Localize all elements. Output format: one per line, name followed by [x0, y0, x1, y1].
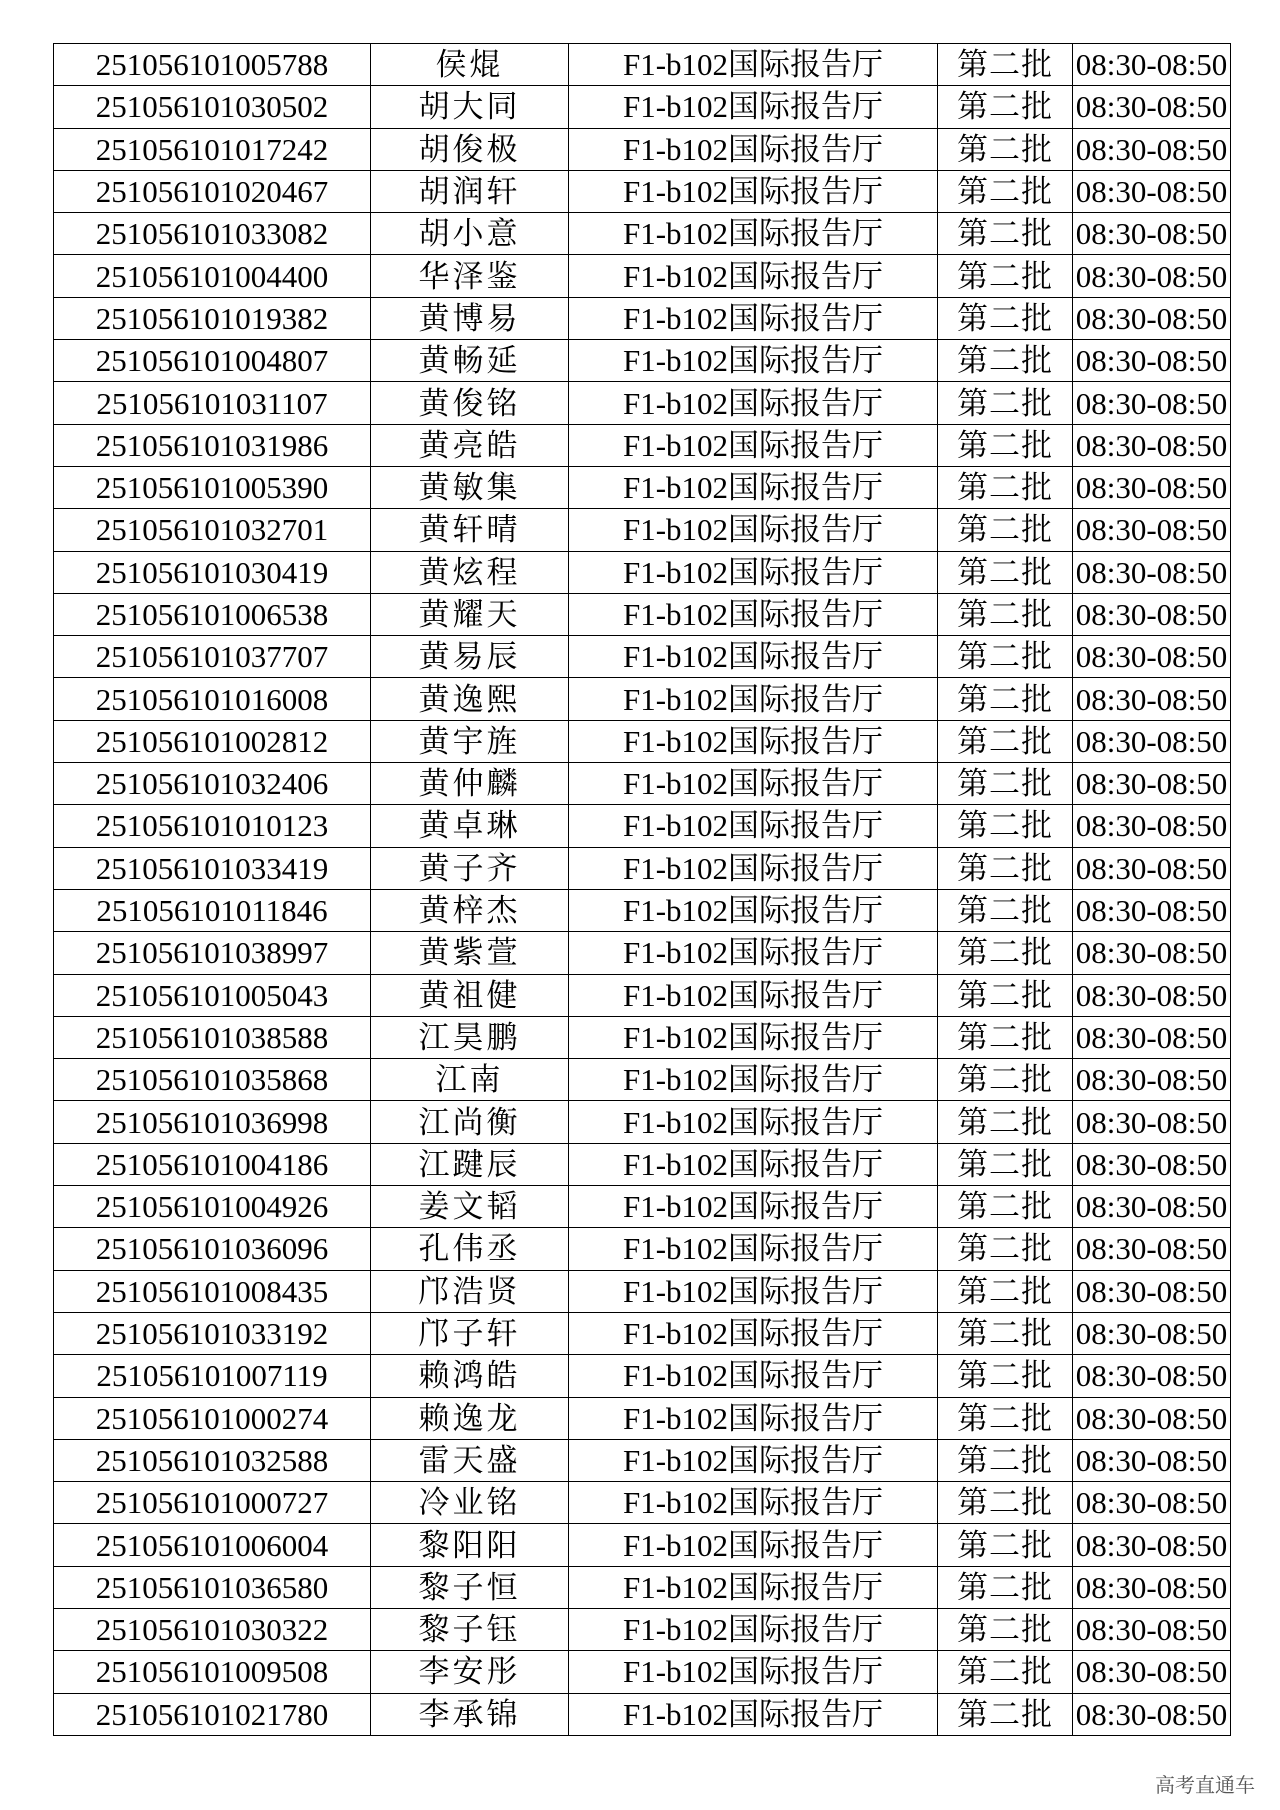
table-row	[54, 636, 1231, 678]
time-slot-cell: 08:30-08:50	[1073, 466, 1231, 508]
student-name-cell: 雷天盛	[371, 1439, 569, 1481]
exam-id-cell: 251056101036998	[54, 1101, 371, 1143]
exam-id-cell: 251056101005390	[54, 466, 371, 508]
exam-room-cell: F1-b102国际报告厅	[569, 213, 938, 255]
batch-cell: 第二批	[938, 170, 1073, 212]
exam-room-cell: F1-b102国际报告厅	[569, 1143, 938, 1185]
student-name-cell: 黄易辰	[371, 636, 569, 678]
student-name-cell: 黄逸熙	[371, 678, 569, 720]
time-slot-cell: 08:30-08:50	[1073, 636, 1231, 678]
batch-cell: 第二批	[938, 86, 1073, 128]
student-name-cell: 黎子恒	[371, 1566, 569, 1608]
exam-id-cell: 251056101007119	[54, 1355, 371, 1397]
time-slot-cell: 08:30-08:50	[1073, 1186, 1231, 1228]
exam-room-cell: F1-b102国际报告厅	[569, 1439, 938, 1481]
table-row	[54, 1355, 1231, 1397]
batch-cell: 第二批	[938, 763, 1073, 805]
batch-cell: 第二批	[938, 213, 1073, 255]
student-name-cell: 江踺辰	[371, 1143, 569, 1185]
table-row	[54, 763, 1231, 805]
exam-room-cell: F1-b102国际报告厅	[569, 1524, 938, 1566]
table-row	[54, 1143, 1231, 1185]
batch-cell: 第二批	[938, 1439, 1073, 1481]
time-slot-cell: 08:30-08:50	[1073, 593, 1231, 635]
exam-room-cell: F1-b102国际报告厅	[569, 1397, 938, 1439]
student-name-cell: 黄子齐	[371, 847, 569, 889]
exam-room-cell: F1-b102国际报告厅	[569, 128, 938, 170]
batch-cell: 第二批	[938, 424, 1073, 466]
exam-id-cell: 251056101005788	[54, 44, 371, 86]
table-row	[54, 1524, 1231, 1566]
exam-id-cell: 251056101031107	[54, 382, 371, 424]
batch-cell: 第二批	[938, 1016, 1073, 1058]
exam-id-cell: 251056101038588	[54, 1016, 371, 1058]
batch-cell: 第二批	[938, 466, 1073, 508]
student-name-cell: 黄仲麟	[371, 763, 569, 805]
exam-id-cell: 251056101033082	[54, 213, 371, 255]
student-name-cell: 赖逸龙	[371, 1397, 569, 1439]
exam-room-cell: F1-b102国际报告厅	[569, 255, 938, 297]
table-row	[54, 170, 1231, 212]
batch-cell: 第二批	[938, 932, 1073, 974]
student-name-cell: 江尚衡	[371, 1101, 569, 1143]
exam-id-cell: 251056101033192	[54, 1312, 371, 1354]
exam-id-cell: 251056101036096	[54, 1228, 371, 1270]
table-row	[54, 1651, 1231, 1693]
time-slot-cell: 08:30-08:50	[1073, 678, 1231, 720]
table-row	[54, 1270, 1231, 1312]
time-slot-cell: 08:30-08:50	[1073, 1059, 1231, 1101]
time-slot-cell: 08:30-08:50	[1073, 340, 1231, 382]
exam-room-cell: F1-b102国际报告厅	[569, 678, 938, 720]
time-slot-cell: 08:30-08:50	[1073, 1439, 1231, 1481]
exam-room-cell: F1-b102国际报告厅	[569, 509, 938, 551]
exam-room-cell: F1-b102国际报告厅	[569, 636, 938, 678]
time-slot-cell: 08:30-08:50	[1073, 1651, 1231, 1693]
time-slot-cell: 08:30-08:50	[1073, 44, 1231, 86]
exam-id-cell: 251056101035868	[54, 1059, 371, 1101]
batch-cell: 第二批	[938, 1312, 1073, 1354]
exam-id-cell: 251056101000727	[54, 1482, 371, 1524]
batch-cell: 第二批	[938, 382, 1073, 424]
student-name-cell: 华泽鉴	[371, 255, 569, 297]
exam-id-cell: 251056101016008	[54, 678, 371, 720]
exam-room-cell: F1-b102国际报告厅	[569, 1270, 938, 1312]
exam-room-cell: F1-b102国际报告厅	[569, 424, 938, 466]
batch-cell: 第二批	[938, 593, 1073, 635]
student-name-cell: 黎阳阳	[371, 1524, 569, 1566]
student-name-cell: 黄梓杰	[371, 889, 569, 931]
roster-table	[53, 43, 1231, 1736]
student-name-cell: 侯焜	[371, 44, 569, 86]
student-name-cell: 黄卓琳	[371, 805, 569, 847]
batch-cell: 第二批	[938, 1651, 1073, 1693]
batch-cell: 第二批	[938, 636, 1073, 678]
exam-room-cell: F1-b102国际报告厅	[569, 932, 938, 974]
table-row	[54, 1101, 1231, 1143]
exam-id-cell: 251056101038997	[54, 932, 371, 974]
exam-id-cell: 251056101020467	[54, 170, 371, 212]
batch-cell: 第二批	[938, 974, 1073, 1016]
student-name-cell: 孔伟丞	[371, 1228, 569, 1270]
exam-room-cell: F1-b102国际报告厅	[569, 593, 938, 635]
table-row	[54, 128, 1231, 170]
time-slot-cell: 08:30-08:50	[1073, 1016, 1231, 1058]
batch-cell: 第二批	[938, 1397, 1073, 1439]
exam-id-cell: 251056101033419	[54, 847, 371, 889]
exam-room-cell: F1-b102国际报告厅	[569, 805, 938, 847]
exam-id-cell: 251056101000274	[54, 1397, 371, 1439]
student-name-cell: 赖鸿皓	[371, 1355, 569, 1397]
exam-id-cell: 251056101032406	[54, 763, 371, 805]
student-name-cell: 江昊鹏	[371, 1016, 569, 1058]
time-slot-cell: 08:30-08:50	[1073, 1608, 1231, 1650]
time-slot-cell: 08:30-08:50	[1073, 213, 1231, 255]
batch-cell: 第二批	[938, 678, 1073, 720]
table-row	[54, 1482, 1231, 1524]
time-slot-cell: 08:30-08:50	[1073, 424, 1231, 466]
exam-id-cell: 251056101004926	[54, 1186, 371, 1228]
exam-room-cell: F1-b102国际报告厅	[569, 1651, 938, 1693]
exam-room-cell: F1-b102国际报告厅	[569, 466, 938, 508]
time-slot-cell: 08:30-08:50	[1073, 1228, 1231, 1270]
student-name-cell: 黄俊铭	[371, 382, 569, 424]
time-slot-cell: 08:30-08:50	[1073, 1524, 1231, 1566]
exam-room-cell: F1-b102国际报告厅	[569, 382, 938, 424]
batch-cell: 第二批	[938, 847, 1073, 889]
table-row	[54, 1693, 1231, 1735]
table-row	[54, 86, 1231, 128]
table-row	[54, 213, 1231, 255]
student-name-cell: 李承锦	[371, 1693, 569, 1735]
table-row	[54, 1397, 1231, 1439]
exam-id-cell: 251056101031986	[54, 424, 371, 466]
exam-room-cell: F1-b102国际报告厅	[569, 1693, 938, 1735]
exam-id-cell: 251056101004400	[54, 255, 371, 297]
watermark-text: 高考直通车	[1155, 1773, 1255, 1797]
time-slot-cell: 08:30-08:50	[1073, 1143, 1231, 1185]
table-row	[54, 340, 1231, 382]
time-slot-cell: 08:30-08:50	[1073, 932, 1231, 974]
exam-room-cell: F1-b102国际报告厅	[569, 763, 938, 805]
time-slot-cell: 08:30-08:50	[1073, 805, 1231, 847]
table-row	[54, 551, 1231, 593]
time-slot-cell: 08:30-08:50	[1073, 551, 1231, 593]
batch-cell: 第二批	[938, 1270, 1073, 1312]
student-name-cell: 胡小意	[371, 213, 569, 255]
student-name-cell: 姜文韬	[371, 1186, 569, 1228]
time-slot-cell: 08:30-08:50	[1073, 382, 1231, 424]
table-row	[54, 720, 1231, 762]
exam-room-cell: F1-b102国际报告厅	[569, 1355, 938, 1397]
time-slot-cell: 08:30-08:50	[1073, 763, 1231, 805]
exam-room-cell: F1-b102国际报告厅	[569, 170, 938, 212]
table-row	[54, 382, 1231, 424]
student-name-cell: 江南	[371, 1059, 569, 1101]
exam-room-cell: F1-b102国际报告厅	[569, 44, 938, 86]
batch-cell: 第二批	[938, 1186, 1073, 1228]
roster-table-body	[54, 44, 1231, 1736]
time-slot-cell: 08:30-08:50	[1073, 1270, 1231, 1312]
exam-id-cell: 251056101011846	[54, 889, 371, 931]
student-name-cell: 胡大同	[371, 86, 569, 128]
table-row	[54, 1228, 1231, 1270]
time-slot-cell: 08:30-08:50	[1073, 1101, 1231, 1143]
exam-room-cell: F1-b102国际报告厅	[569, 1312, 938, 1354]
table-row	[54, 678, 1231, 720]
table-row	[54, 889, 1231, 931]
table-row	[54, 1016, 1231, 1058]
exam-id-cell: 251056101017242	[54, 128, 371, 170]
batch-cell: 第二批	[938, 1143, 1073, 1185]
student-name-cell: 黄祖健	[371, 974, 569, 1016]
exam-room-cell: F1-b102国际报告厅	[569, 889, 938, 931]
batch-cell: 第二批	[938, 1101, 1073, 1143]
batch-cell: 第二批	[938, 1693, 1073, 1735]
batch-cell: 第二批	[938, 1059, 1073, 1101]
exam-id-cell: 251056101030322	[54, 1608, 371, 1650]
batch-cell: 第二批	[938, 128, 1073, 170]
table-row	[54, 466, 1231, 508]
batch-cell: 第二批	[938, 509, 1073, 551]
student-name-cell: 黄宇旌	[371, 720, 569, 762]
batch-cell: 第二批	[938, 805, 1073, 847]
table-row	[54, 509, 1231, 551]
batch-cell: 第二批	[938, 44, 1073, 86]
exam-id-cell: 251056101021780	[54, 1693, 371, 1735]
time-slot-cell: 08:30-08:50	[1073, 720, 1231, 762]
time-slot-cell: 08:30-08:50	[1073, 170, 1231, 212]
time-slot-cell: 08:30-08:50	[1073, 509, 1231, 551]
student-name-cell: 黎子钰	[371, 1608, 569, 1650]
time-slot-cell: 08:30-08:50	[1073, 297, 1231, 339]
table-row	[54, 1439, 1231, 1481]
student-name-cell: 黄炫程	[371, 551, 569, 593]
exam-id-cell: 251056101005043	[54, 974, 371, 1016]
time-slot-cell: 08:30-08:50	[1073, 974, 1231, 1016]
exam-room-cell: F1-b102国际报告厅	[569, 847, 938, 889]
exam-room-cell: F1-b102国际报告厅	[569, 1016, 938, 1058]
table-row	[54, 297, 1231, 339]
exam-id-cell: 251056101032701	[54, 509, 371, 551]
table-row	[54, 974, 1231, 1016]
student-name-cell: 邝浩贤	[371, 1270, 569, 1312]
time-slot-cell: 08:30-08:50	[1073, 255, 1231, 297]
exam-room-cell: F1-b102国际报告厅	[569, 1608, 938, 1650]
student-name-cell: 冷业铭	[371, 1482, 569, 1524]
batch-cell: 第二批	[938, 551, 1073, 593]
batch-cell: 第二批	[938, 1608, 1073, 1650]
exam-room-cell: F1-b102国际报告厅	[569, 974, 938, 1016]
table-row	[54, 1608, 1231, 1650]
table-row	[54, 805, 1231, 847]
time-slot-cell: 08:30-08:50	[1073, 1312, 1231, 1354]
exam-room-cell: F1-b102国际报告厅	[569, 297, 938, 339]
exam-room-cell: F1-b102国际报告厅	[569, 1228, 938, 1270]
exam-id-cell: 251056101006004	[54, 1524, 371, 1566]
batch-cell: 第二批	[938, 720, 1073, 762]
batch-cell: 第二批	[938, 889, 1073, 931]
student-name-cell: 黄畅延	[371, 340, 569, 382]
exam-id-cell: 251056101030419	[54, 551, 371, 593]
table-row	[54, 1186, 1231, 1228]
exam-room-cell: F1-b102国际报告厅	[569, 340, 938, 382]
batch-cell: 第二批	[938, 1524, 1073, 1566]
student-name-cell: 胡润轩	[371, 170, 569, 212]
time-slot-cell: 08:30-08:50	[1073, 1397, 1231, 1439]
exam-id-cell: 251056101036580	[54, 1566, 371, 1608]
table-row	[54, 932, 1231, 974]
exam-id-cell: 251056101019382	[54, 297, 371, 339]
exam-id-cell: 251056101037707	[54, 636, 371, 678]
batch-cell: 第二批	[938, 1566, 1073, 1608]
exam-id-cell: 251056101002812	[54, 720, 371, 762]
exam-room-cell: F1-b102国际报告厅	[569, 551, 938, 593]
exam-id-cell: 251056101004186	[54, 1143, 371, 1185]
exam-room-cell: F1-b102国际报告厅	[569, 1101, 938, 1143]
batch-cell: 第二批	[938, 340, 1073, 382]
time-slot-cell: 08:30-08:50	[1073, 889, 1231, 931]
student-name-cell: 胡俊极	[371, 128, 569, 170]
exam-id-cell: 251056101032588	[54, 1439, 371, 1481]
exam-room-cell: F1-b102国际报告厅	[569, 1566, 938, 1608]
batch-cell: 第二批	[938, 255, 1073, 297]
time-slot-cell: 08:30-08:50	[1073, 1355, 1231, 1397]
student-name-cell: 黄轩晴	[371, 509, 569, 551]
table-row	[54, 1566, 1231, 1608]
time-slot-cell: 08:30-08:50	[1073, 1482, 1231, 1524]
batch-cell: 第二批	[938, 1482, 1073, 1524]
table-row	[54, 1312, 1231, 1354]
exam-room-cell: F1-b102国际报告厅	[569, 1482, 938, 1524]
time-slot-cell: 08:30-08:50	[1073, 86, 1231, 128]
time-slot-cell: 08:30-08:50	[1073, 1566, 1231, 1608]
exam-id-cell: 251056101006538	[54, 593, 371, 635]
batch-cell: 第二批	[938, 1228, 1073, 1270]
table-row	[54, 593, 1231, 635]
batch-cell: 第二批	[938, 297, 1073, 339]
time-slot-cell: 08:30-08:50	[1073, 1693, 1231, 1735]
exam-id-cell: 251056101004807	[54, 340, 371, 382]
exam-id-cell: 251056101009508	[54, 1651, 371, 1693]
student-name-cell: 黄敏集	[371, 466, 569, 508]
time-slot-cell: 08:30-08:50	[1073, 128, 1231, 170]
exam-room-cell: F1-b102国际报告厅	[569, 720, 938, 762]
table-row	[54, 424, 1231, 466]
exam-room-cell: F1-b102国际报告厅	[569, 86, 938, 128]
table-row	[54, 847, 1231, 889]
exam-id-cell: 251056101008435	[54, 1270, 371, 1312]
student-name-cell: 黄亮皓	[371, 424, 569, 466]
exam-id-cell: 251056101030502	[54, 86, 371, 128]
student-name-cell: 黄紫萱	[371, 932, 569, 974]
table-row	[54, 44, 1231, 86]
student-name-cell: 黄博易	[371, 297, 569, 339]
exam-id-cell: 251056101010123	[54, 805, 371, 847]
student-name-cell: 李安彤	[371, 1651, 569, 1693]
batch-cell: 第二批	[938, 1355, 1073, 1397]
time-slot-cell: 08:30-08:50	[1073, 847, 1231, 889]
table-row	[54, 1059, 1231, 1101]
exam-room-cell: F1-b102国际报告厅	[569, 1186, 938, 1228]
table-row	[54, 255, 1231, 297]
student-name-cell: 黄耀天	[371, 593, 569, 635]
student-name-cell: 邝子轩	[371, 1312, 569, 1354]
exam-room-cell: F1-b102国际报告厅	[569, 1059, 938, 1101]
